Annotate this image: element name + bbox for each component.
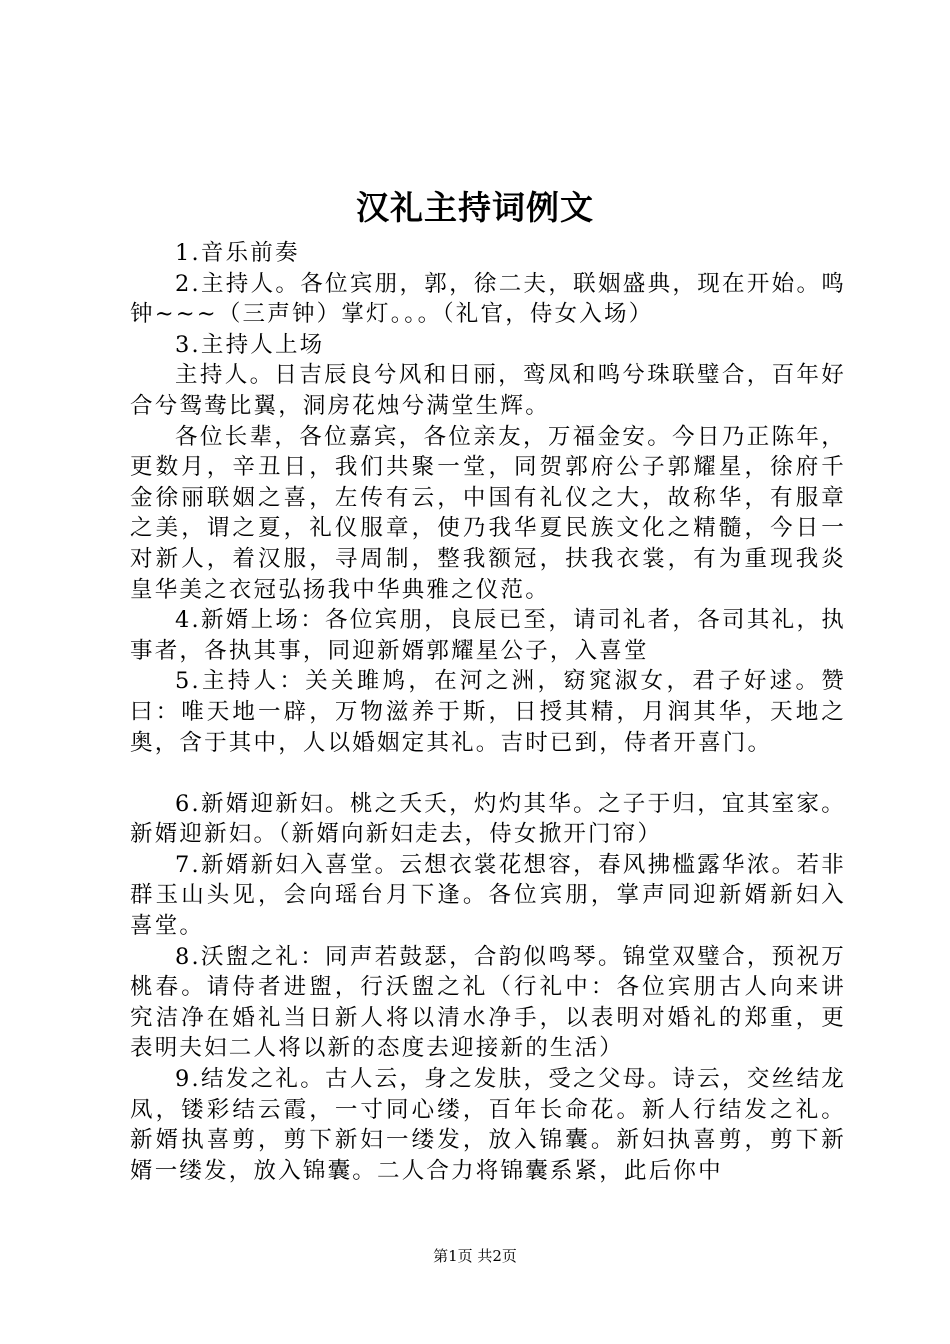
- paragraph-couple-enter-hall: 7.新婿新妇入喜堂。云想衣裳花想容，春风拂槛露华浓。若非群玉山头见，会向瑶台月下逢。各位宾朋，掌声同迎新婿新妇入喜堂。: [130, 851, 846, 940]
- paragraph-hair-ritual: 9.结发之礼。古人云，身之发肤，受之父母。诗云，交丝结龙凤，镂彩结云霞，一寸同心缕，百年长命花。新人行结发之礼。新婿执喜剪，剪下新妇一缕发，放入锦囊。新妇执喜剪，剪下新婿一缕发，放入锦囊。二人合力将锦囊系紧，此后你中: [130, 1066, 846, 1184]
- paragraph-host-opening: 2.主持人。各位宾朋，郭，徐二夫，联姻盛典，现在开始。鸣钟~~~（三声钟）掌灯。。。（礼官，侍女入场）: [130, 270, 846, 328]
- document-body: [130, 238, 846, 1186]
- paragraph-groom-meets-bride: 6.新婿迎新妇。桃之夭夭，灼灼其华。之子于归，宜其室家。新婿迎新妇。（新婿向新妇走去，侍女掀开门帘）: [130, 790, 846, 848]
- paragraph-groom-enters: 4.新婿上场：各位宾朋，良辰已至，请司礼者，各司其礼，执事者，各执其事，同迎新婿郭耀星公子，入喜堂: [130, 607, 846, 664]
- document-title: 汉礼主持词例文: [356, 188, 594, 227]
- paragraph-host-poem: 5.主持人：关关雎鸠，在河之洲，窈窕淑女，君子好逑。赞曰：唯天地一辟，万物滋养于斯，日授其精，月润其华，天地之奥，含于其中，人以婚姻定其礼。吉时已到，侍者开喜门。: [130, 668, 846, 756]
- page-footer: 第1页 共2页: [433, 1247, 517, 1265]
- paragraph-greeting-guests: 各位长辈，各位嘉宾，各位亲友，万福金安。今日乃正陈年，更数月，辛丑日，我们共聚一堂，同贺郭府公子郭耀星，徐府千金徐丽联姻之喜，左传有云，中国有礼仪之大，故称华，有服章之美，谓之夏，礼仪服章，使乃我华夏民族文化之精髓，今日一对新人，着汉服，寻周制，整我额冠，扶我衣裳，有为重现我炎皇华美之衣冠弘扬我中华典雅之仪范。: [130, 423, 846, 603]
- paragraph-host-blessing: 主持人。日吉辰良兮风和日丽，鸾凤和鸣兮珠联璧合，百年好合兮鸳鸯比翼，洞房花烛兮满堂生辉。: [130, 362, 846, 419]
- paragraph-washing-ritual: 8.沃盥之礼：同声若鼓瑟，合韵似鸣琴。锦堂双璧合，预祝万桃春。请侍者进盥，行沃盥之礼（行礼中：各位宾朋古人向来讲究洁净在婚礼当日新人将以清水净手，以表明对婚礼的郑重，更表明夫妇二人将以新的态度去迎接新的生活）: [130, 943, 846, 1062]
- paragraph-host-enters: 3.主持人上场: [175, 331, 325, 358]
- paragraph-music-prelude: 1.音乐前奏: [175, 240, 300, 266]
